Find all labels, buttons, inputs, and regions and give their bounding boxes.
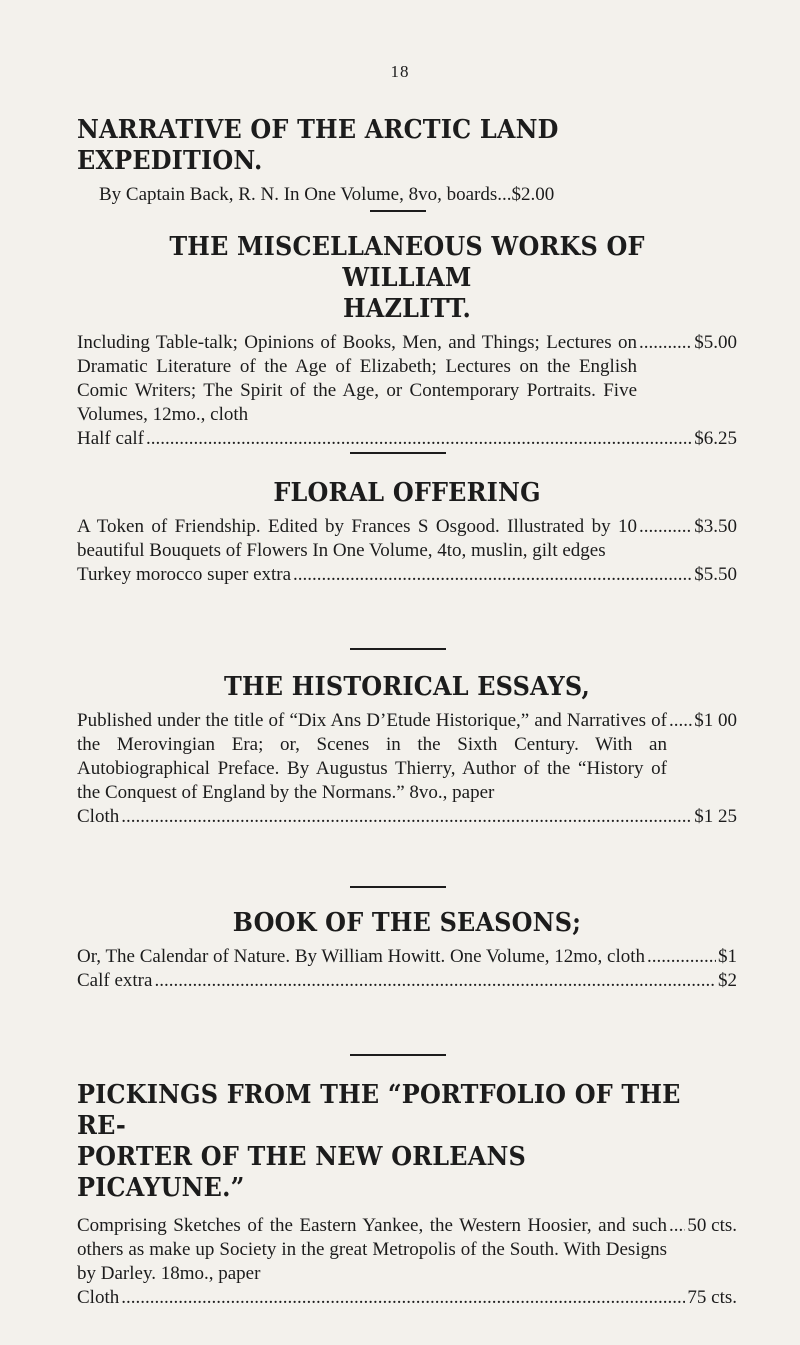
price-line xyxy=(77,969,737,993)
price-line xyxy=(77,563,737,587)
price: $5.00 xyxy=(694,332,737,353)
entry-byline: By Captain Back, R. N. In One Volume, 8vo, boards...$2.00 xyxy=(99,184,555,205)
price: $6.25 xyxy=(694,428,737,449)
price-line xyxy=(77,1214,737,1286)
entry-title-line1: PICKINGS FROM THE “PORTFOLIO OF THE RE- xyxy=(77,1080,681,1141)
binding-label: Half calf xyxy=(77,428,144,449)
entry-pickings-portfolio xyxy=(77,1080,737,1310)
leader-dots xyxy=(669,709,692,733)
price: 50 cts. xyxy=(687,1215,737,1236)
entry-hazlitt xyxy=(77,232,737,451)
entry-description xyxy=(77,515,737,587)
price-line xyxy=(77,805,737,829)
page-number: 18 xyxy=(390,62,410,81)
entry-title-line2: PORTER OF THE NEW ORLEANS PICAYUNE.” xyxy=(77,1142,526,1203)
leader-dots xyxy=(121,805,692,829)
divider xyxy=(350,648,446,650)
leader-dots xyxy=(154,969,716,993)
entry-description xyxy=(77,945,737,993)
entry-description xyxy=(77,331,737,451)
leader-dots xyxy=(293,563,692,587)
description-text: Published under the title of “Dix Ans D’Etude Historique,” and Narratives of the Merovingian Era; or, Scenes in the Sixth Century. With an Autobiographical Preface. By Augustus Thierry, Author of the “History of the Conquest of England by the Normans.” 8vo., paper xyxy=(77,710,667,803)
price: $5.50 xyxy=(694,564,737,585)
entry-title: NARRATIVE OF THE ARCTIC LAND EXPEDITION. xyxy=(77,115,559,176)
leader-dots xyxy=(669,1214,685,1238)
price: 75 cts. xyxy=(687,1287,737,1308)
price-line xyxy=(77,1286,737,1310)
leader-dots xyxy=(647,945,716,969)
binding-label: Calf extra xyxy=(77,970,153,991)
description-text: Including Table-talk; Opinions of Books, Men, and Things; Lectures on Dramatic Literature of the Age of Elizabeth; Lectures on the English Comic Writers; The Spirit of the Age, or Contemporary Portraits. Five Volumes, 12mo., cloth xyxy=(77,332,637,425)
price-line xyxy=(77,427,737,451)
price: $3.50 xyxy=(694,516,737,537)
price-line xyxy=(77,331,737,427)
divider xyxy=(370,210,426,212)
binding-label: Turkey morocco super extra xyxy=(77,564,292,585)
entry-arctic-expedition xyxy=(77,115,737,207)
leader-dots xyxy=(121,1286,685,1310)
leader-dots xyxy=(146,427,692,451)
divider xyxy=(350,1054,446,1056)
description-text: Or, The Calendar of Nature. By William Howitt. One Volume, 12mo, cloth xyxy=(77,946,646,967)
entry-floral-offering xyxy=(77,478,737,587)
entry-title: FLORAL OFFERING xyxy=(273,478,541,508)
entry-title: THE HISTORICAL ESSAYS, xyxy=(224,672,590,702)
entry-title-line2: HAZLITT. xyxy=(342,294,472,324)
price: $1 xyxy=(718,946,737,967)
divider xyxy=(350,886,446,888)
price-line xyxy=(77,515,737,563)
entry-book-of-seasons xyxy=(77,908,737,993)
leader-dots xyxy=(639,515,692,539)
entry-description xyxy=(77,1214,737,1310)
description-text: A Token of Friendship. Edited by Frances S Osgood. Illustrated by 10 beautiful Bouquets of Flowers In One Volume, 4to, muslin, gilt edges xyxy=(77,516,637,561)
entry-title-line1: THE MISCELLANEOUS WORKS OF WILLIAM xyxy=(169,232,645,293)
entry-title: BOOK OF THE SEASONS; xyxy=(232,908,582,938)
price-line xyxy=(77,945,737,969)
price: $2 xyxy=(718,970,737,991)
price: $1 25 xyxy=(694,806,737,827)
description-text: Comprising Sketches of the Eastern Yankee, the Western Hoosier, and such others as make up Society in the great Metropolis of the South. With Designs by Darley. 18mo., paper xyxy=(77,1215,667,1284)
price: $1 00 xyxy=(694,710,737,731)
leader-dots xyxy=(639,331,692,355)
binding-label: Cloth xyxy=(77,806,120,827)
entry-historical-essays xyxy=(77,672,737,829)
entry-description xyxy=(77,183,737,207)
divider xyxy=(350,452,446,454)
price-line xyxy=(77,709,737,805)
binding-label: Cloth xyxy=(77,1287,120,1308)
entry-description xyxy=(77,709,737,829)
